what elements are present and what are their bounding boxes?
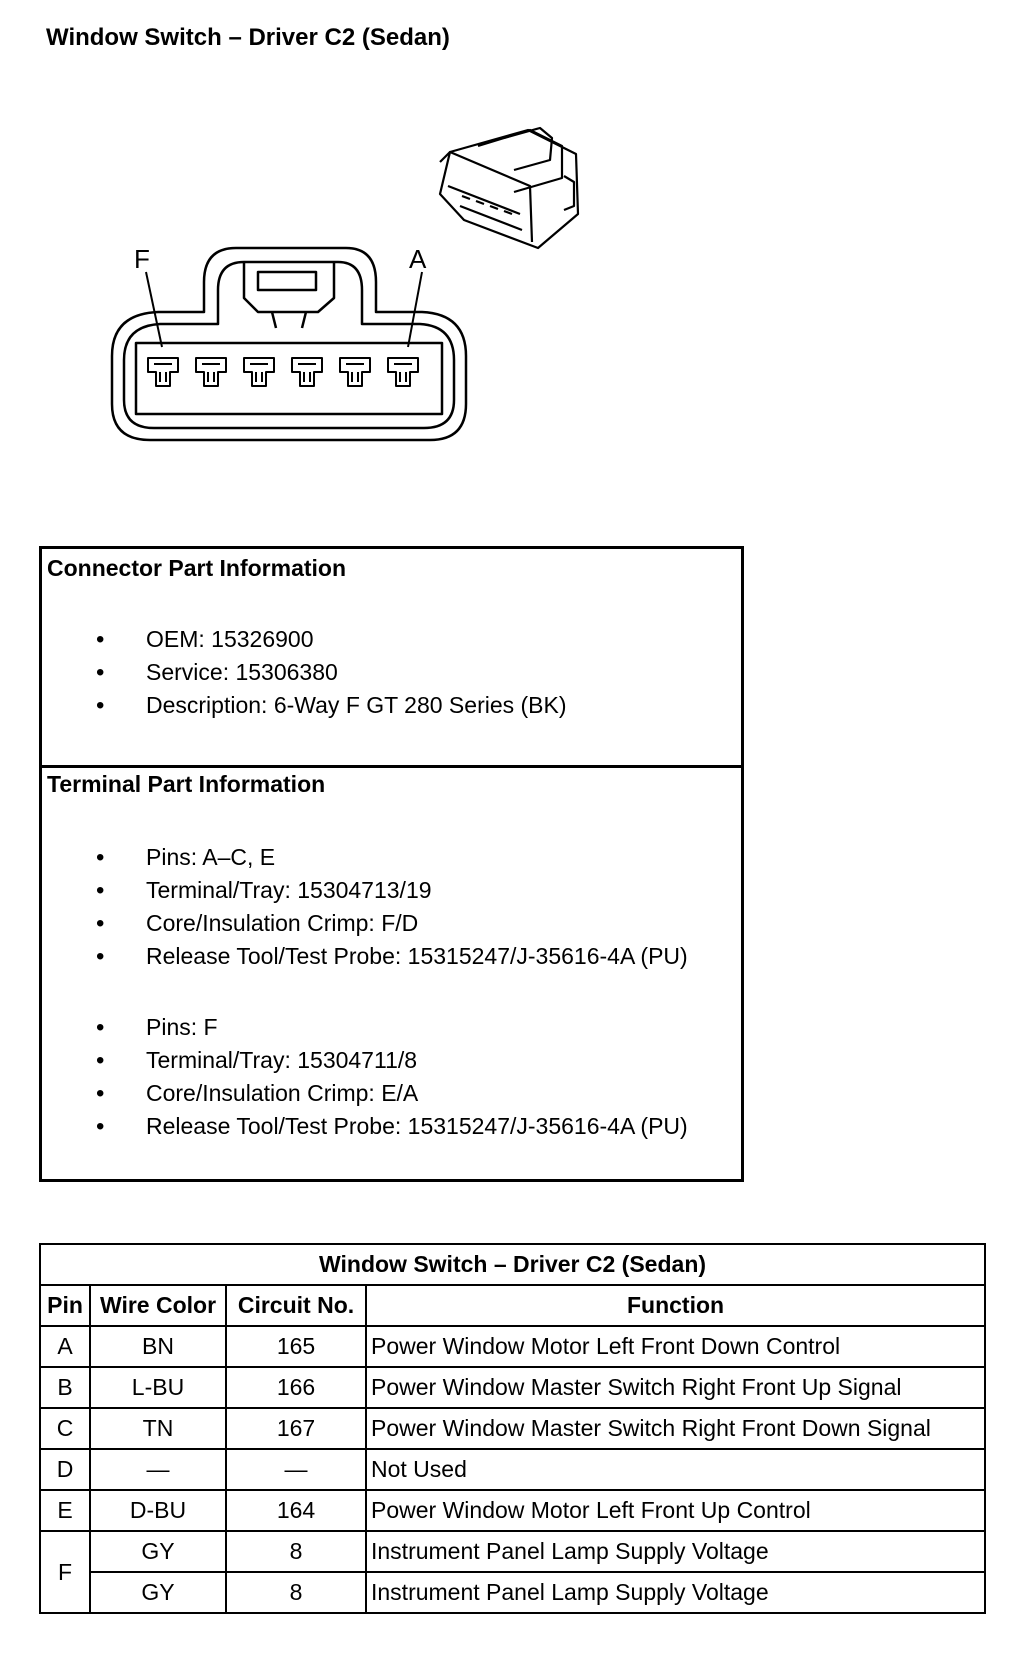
terminal-cavities [148, 358, 418, 386]
table-row [40, 1326, 985, 1367]
connector-info-title: Connector Part Information [47, 555, 347, 581]
header-wire-color: Wire Color [90, 1285, 226, 1326]
page-title: Window Switch – Driver C2 (Sedan) [46, 24, 450, 51]
pin-label-a: A [409, 244, 427, 274]
list-item: • Service: 15306380 [42, 656, 567, 689]
list-item: • Terminal/Tray: 15304713/19 [42, 874, 688, 907]
terminal-cavity-d [244, 358, 274, 386]
connector-info-list [42, 623, 567, 722]
terminal-cavity-b [340, 358, 370, 386]
header-pin: Pin [40, 1285, 90, 1326]
connector-3d-illustration [440, 128, 578, 248]
table-header-row [40, 1285, 985, 1326]
cell-pin: C [40, 1408, 90, 1449]
terminal-cavity-a [388, 358, 418, 386]
table-title-row [40, 1244, 985, 1285]
terminal-cavity-e [196, 358, 226, 386]
list-item: • Terminal/Tray: 15304711/8 [42, 1044, 688, 1077]
table-row [40, 1490, 985, 1531]
table-row [40, 1572, 985, 1613]
cell-function: Power Window Master Switch Right Front Down Signal [366, 1408, 985, 1449]
cell-circuit: 8 [226, 1531, 366, 1572]
table-row [40, 1531, 985, 1572]
list-item: • Pins: F [42, 1011, 688, 1044]
terminal-cavity-f [148, 358, 178, 386]
cell-wire-color: TN [90, 1408, 226, 1449]
cell-function: Instrument Panel Lamp Supply Voltage [366, 1531, 985, 1572]
connector-diagram [0, 0, 1024, 520]
connector-part-info [42, 549, 741, 768]
cell-circuit: 164 [226, 1490, 366, 1531]
terminal-part-info [42, 765, 741, 1179]
table-row [40, 1367, 985, 1408]
connector-face [112, 248, 466, 440]
cell-wire-color: GY [90, 1531, 226, 1572]
cell-circuit: 166 [226, 1367, 366, 1408]
cell-function: Instrument Panel Lamp Supply Voltage [366, 1572, 985, 1613]
cell-pin: F [40, 1531, 90, 1613]
table-row [40, 1408, 985, 1449]
cell-wire-color: — [90, 1449, 226, 1490]
cell-pin: D [40, 1449, 90, 1490]
terminal-info-group-1 [42, 841, 688, 973]
list-item: • OEM: 15326900 [42, 623, 567, 656]
cell-function: Power Window Master Switch Right Front Up Signal [366, 1367, 985, 1408]
cell-pin: A [40, 1326, 90, 1367]
cell-function: Not Used [366, 1449, 985, 1490]
cell-wire-color: D-BU [90, 1490, 226, 1531]
list-item: • Release Tool/Test Probe: 15315247/J-35616-4A (PU) [42, 940, 688, 973]
leader-line-f [146, 272, 162, 347]
list-item: • Core/Insulation Crimp: E/A [42, 1077, 688, 1110]
table-title: Window Switch – Driver C2 (Sedan) [40, 1244, 985, 1285]
list-item: • Pins: A–C, E [42, 841, 688, 874]
cell-wire-color: BN [90, 1326, 226, 1367]
terminal-info-group-2 [42, 1011, 688, 1143]
cell-function: Power Window Motor Left Front Up Control [366, 1490, 985, 1531]
cell-pin: E [40, 1490, 90, 1531]
cell-circuit: 8 [226, 1572, 366, 1613]
pin-label-f: F [134, 244, 150, 274]
cell-circuit: — [226, 1449, 366, 1490]
pin-out-table [39, 1243, 986, 1614]
list-item: • Release Tool/Test Probe: 15315247/J-35616-4A (PU) [42, 1110, 688, 1143]
leader-line-a [408, 272, 422, 347]
part-information-box [39, 546, 744, 1182]
cell-circuit: 167 [226, 1408, 366, 1449]
terminal-cavity-c [292, 358, 322, 386]
cell-wire-color: GY [90, 1572, 226, 1613]
cell-wire-color: L-BU [90, 1367, 226, 1408]
terminal-info-title: Terminal Part Information [47, 771, 326, 797]
cell-function: Power Window Motor Left Front Down Control [366, 1326, 985, 1367]
header-function: Function [366, 1285, 985, 1326]
header-circuit: Circuit No. [226, 1285, 366, 1326]
list-item: • Core/Insulation Crimp: F/D [42, 907, 688, 940]
cell-circuit: 165 [226, 1326, 366, 1367]
list-item: • Description: 6-Way F GT 280 Series (BK) [42, 689, 567, 722]
cell-pin: B [40, 1367, 90, 1408]
table-row [40, 1449, 985, 1490]
